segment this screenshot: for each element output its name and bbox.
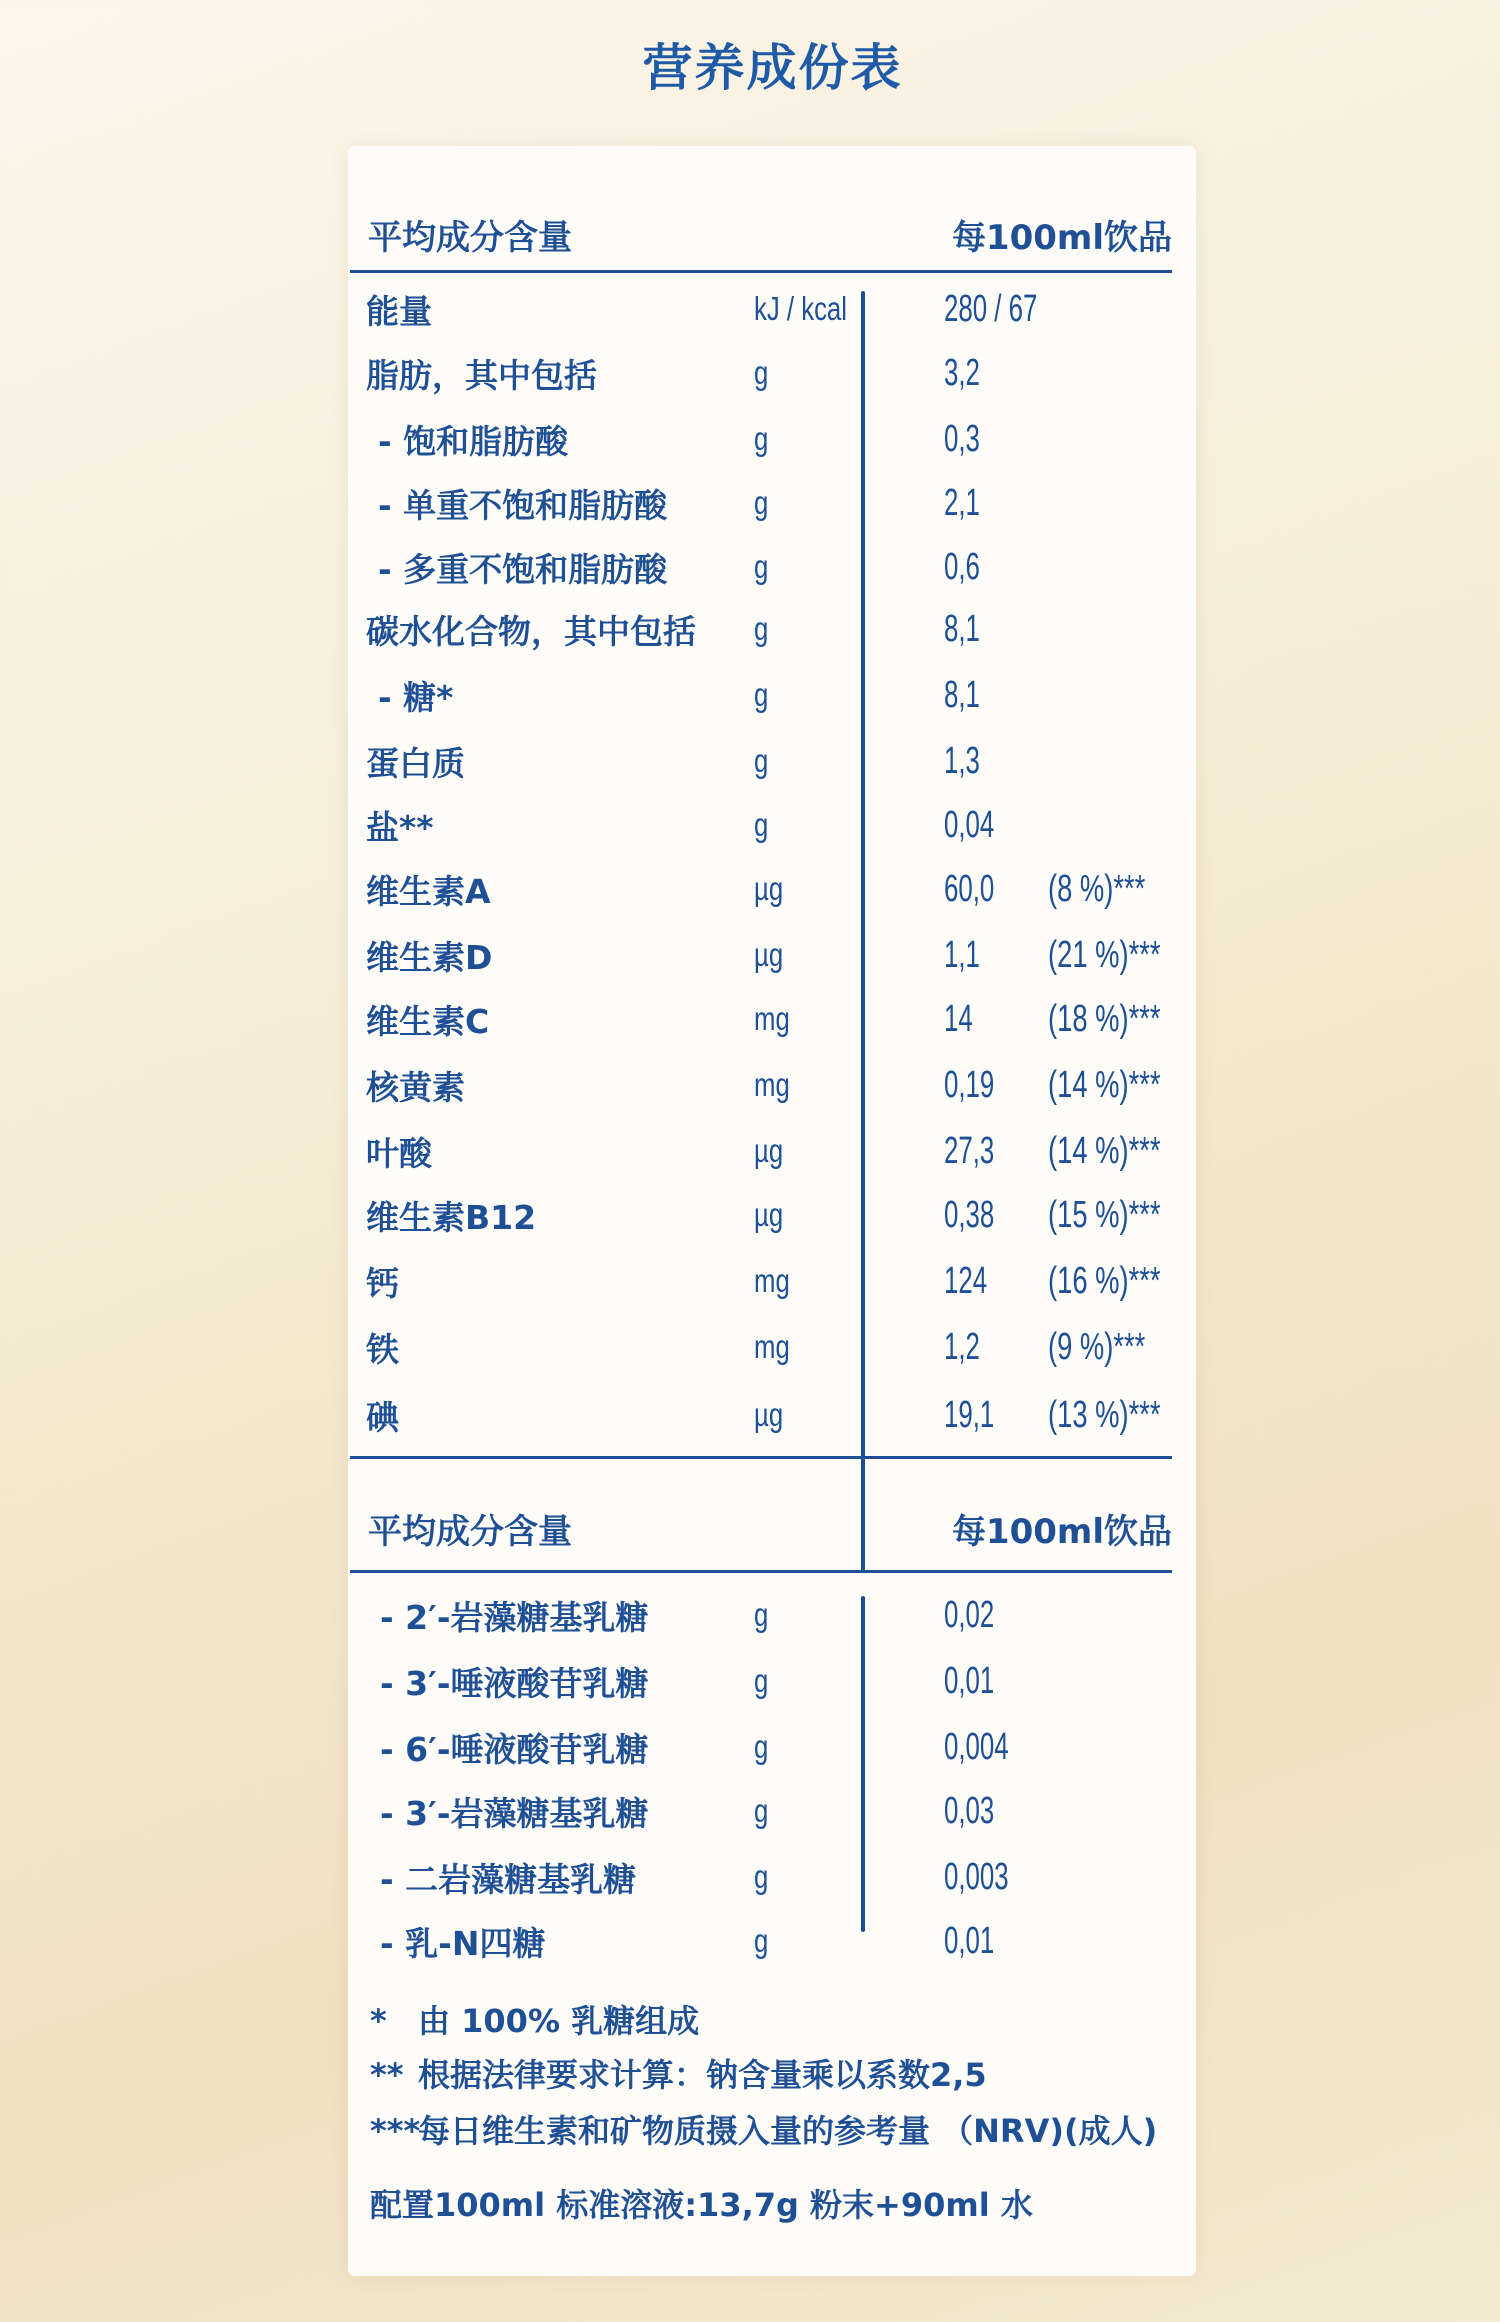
table-row: [348, 1780, 1196, 1844]
table-row: [348, 472, 1196, 536]
nutrient-name: 碳水化合物，其中包括: [366, 612, 696, 651]
nutrient-name: - 糖*: [378, 678, 454, 717]
nutrient-value: 1,2: [944, 1326, 980, 1368]
footnote-mark: *: [370, 2002, 387, 2040]
nutrient-value: 8,1: [944, 674, 980, 716]
nutrient-name: 脂肪，其中包括: [366, 356, 597, 395]
footnote-nrv: [370, 2106, 1157, 2152]
table-row: [348, 1054, 1196, 1118]
nutrient-nrv: (21 %)***: [1048, 934, 1161, 976]
footnote-sugar: [370, 1996, 699, 2042]
nutrient-unit: mg: [754, 1000, 790, 1037]
nutrient-name: 核黄素: [366, 1068, 465, 1107]
nutrient-value: 0,03: [944, 1790, 995, 1832]
nutrient-unit: g: [754, 1596, 769, 1633]
nutrient-name: 维生素A: [366, 872, 491, 911]
nutrient-nrv: (16 %)***: [1048, 1260, 1161, 1302]
nutrient-name: 维生素C: [366, 1002, 490, 1041]
footnote-salt: [370, 2050, 987, 2096]
nutrient-name: 蛋白质: [366, 744, 465, 783]
nutrient-value: 8,1: [944, 608, 980, 650]
nutrient-value: 0,01: [944, 1660, 995, 1702]
header-divider: [350, 270, 1172, 273]
nutrient-unit: mg: [754, 1262, 790, 1299]
nutrient-value: 14: [944, 998, 973, 1040]
table-row: [348, 342, 1196, 406]
nutrient-nrv: (13 %)***: [1048, 1394, 1161, 1436]
table-row: [348, 858, 1196, 922]
nutrient-value: 1,1: [944, 934, 980, 976]
table-row: [348, 1316, 1196, 1380]
nutrient-name: - 多重不饱和脂肪酸: [378, 550, 668, 589]
nutrient-name: 维生素B12: [366, 1198, 537, 1237]
table-row: [348, 924, 1196, 988]
nutrient-name: 碘: [366, 1398, 399, 1437]
nutrient-name: 维生素D: [366, 938, 493, 977]
nutrient-value: 0,38: [944, 1194, 995, 1236]
nutrient-name: - 二岩藻糖基乳糖: [380, 1860, 637, 1899]
nutrient-value: 0,04: [944, 804, 995, 846]
table-row: [348, 536, 1196, 600]
nutrient-value: 0,02: [944, 1594, 995, 1636]
nutrient-name: - 乳-N四糖: [380, 1924, 546, 1963]
nutrient-unit: g: [754, 1792, 769, 1829]
nutrient-nrv: (8 %)***: [1048, 868, 1146, 910]
nutrition-card: [348, 146, 1196, 2276]
nutrient-unit: g: [754, 1728, 769, 1765]
nutrient-unit: g: [754, 742, 769, 779]
header-per-100ml: 每100ml饮品: [951, 218, 1172, 258]
table-row: [348, 1184, 1196, 1248]
nutrient-nrv: (15 %)***: [1048, 1194, 1161, 1236]
nutrient-name: 铁: [366, 1330, 399, 1369]
nutrient-name: 能量: [366, 292, 432, 331]
table-row: [348, 1846, 1196, 1910]
table-row: [348, 1910, 1196, 1974]
section-header: [368, 1504, 1172, 1564]
nutrient-name: - 3′-岩藻糖基乳糖: [380, 1794, 649, 1833]
footnote-mark: **: [370, 2056, 404, 2094]
nutrient-unit: g: [754, 420, 769, 457]
nutrient-unit: g: [754, 610, 769, 647]
header-divider: [350, 1570, 1172, 1573]
nutrient-unit: g: [754, 1858, 769, 1895]
nutrient-unit: µg: [754, 936, 784, 973]
nutrient-value: 27,3: [944, 1130, 995, 1172]
nutrient-name: 叶酸: [366, 1134, 432, 1173]
nutrient-nrv: (18 %)***: [1048, 998, 1161, 1040]
nutrient-unit: µg: [754, 1196, 784, 1233]
nutrient-unit: g: [754, 548, 769, 585]
table-row: [348, 408, 1196, 472]
nutrient-value: 0,004: [944, 1726, 1009, 1768]
table-row: [348, 730, 1196, 794]
table-row: [348, 278, 1196, 342]
nutrient-value: 280 / 67: [944, 288, 1038, 330]
nutrient-value: 0,003: [944, 1856, 1009, 1898]
nutrient-unit: g: [754, 484, 769, 521]
nutrient-value: 3,2: [944, 352, 980, 394]
nutrient-value: 0,3: [944, 418, 980, 460]
nutrient-value: 1,3: [944, 740, 980, 782]
nutrient-unit: g: [754, 354, 769, 391]
section-divider: [350, 1456, 1172, 1459]
nutrient-value: 0,6: [944, 546, 980, 588]
nutrient-unit: mg: [754, 1066, 790, 1103]
footnote-mark: ***: [370, 2112, 421, 2150]
nutrient-name: - 6′-唾液酸苷乳糖: [380, 1730, 649, 1769]
nutrient-value: 0,01: [944, 1920, 995, 1962]
nutrient-name: 钙: [366, 1264, 399, 1303]
footnote-text: 根据法律要求计算：钠含量乘以系数2,5: [418, 2056, 987, 2094]
table-row: [348, 1650, 1196, 1714]
table-row: [348, 1120, 1196, 1184]
nutrient-nrv: (14 %)***: [1048, 1130, 1161, 1172]
nutrient-unit: mg: [754, 1328, 790, 1365]
table-row: [348, 1384, 1196, 1448]
nutrient-value: 19,1: [944, 1394, 995, 1436]
nutrient-value: 2,1: [944, 482, 980, 524]
header-average-content: 平均成分含量: [368, 1512, 572, 1552]
table-row: [348, 664, 1196, 728]
table-row: [348, 1584, 1196, 1648]
nutrient-unit: µg: [754, 1396, 784, 1433]
preparation-instructions: 配置100ml 标准溶液:13,7g 粉末+90ml 水: [370, 2186, 1033, 2224]
nutrient-unit: kJ / kcal: [754, 290, 847, 327]
footnote-text: 由 100% 乳糖组成: [418, 2002, 700, 2040]
nutrient-name: - 单重不饱和脂肪酸: [378, 486, 668, 525]
nutrient-name: - 饱和脂肪酸: [378, 422, 569, 461]
nutrient-unit: µg: [754, 1132, 784, 1169]
nutrient-value: 124: [944, 1260, 988, 1302]
header-average-content: 平均成分含量: [368, 218, 572, 258]
nutrient-nrv: (9 %)***: [1048, 1326, 1146, 1368]
nutrient-value: 60,0: [944, 868, 995, 910]
table-row: [348, 794, 1196, 858]
nutrient-unit: g: [754, 806, 769, 843]
table-row: [348, 1716, 1196, 1780]
section-header: [368, 210, 1172, 270]
page-title: 营养成份表: [642, 39, 903, 97]
nutrient-unit: g: [754, 676, 769, 713]
table-row: [348, 598, 1196, 662]
nutrient-name: - 3′-唾液酸苷乳糖: [380, 1664, 649, 1703]
header-per-100ml: 每100ml饮品: [951, 1512, 1172, 1552]
nutrient-unit: µg: [754, 870, 784, 907]
table-row: [348, 988, 1196, 1052]
nutrient-nrv: (14 %)***: [1048, 1064, 1161, 1106]
table-row: [348, 1250, 1196, 1314]
nutrient-unit: g: [754, 1922, 769, 1959]
footnote-text: 每日维生素和矿物质摄入量的参考量 （NRV)(成人): [418, 2112, 1158, 2150]
nutrient-name: - 2′-岩藻糖基乳糖: [380, 1598, 649, 1637]
nutrient-name: 盐**: [366, 808, 434, 847]
nutrient-value: 0,19: [944, 1064, 995, 1106]
nutrient-unit: g: [754, 1662, 769, 1699]
